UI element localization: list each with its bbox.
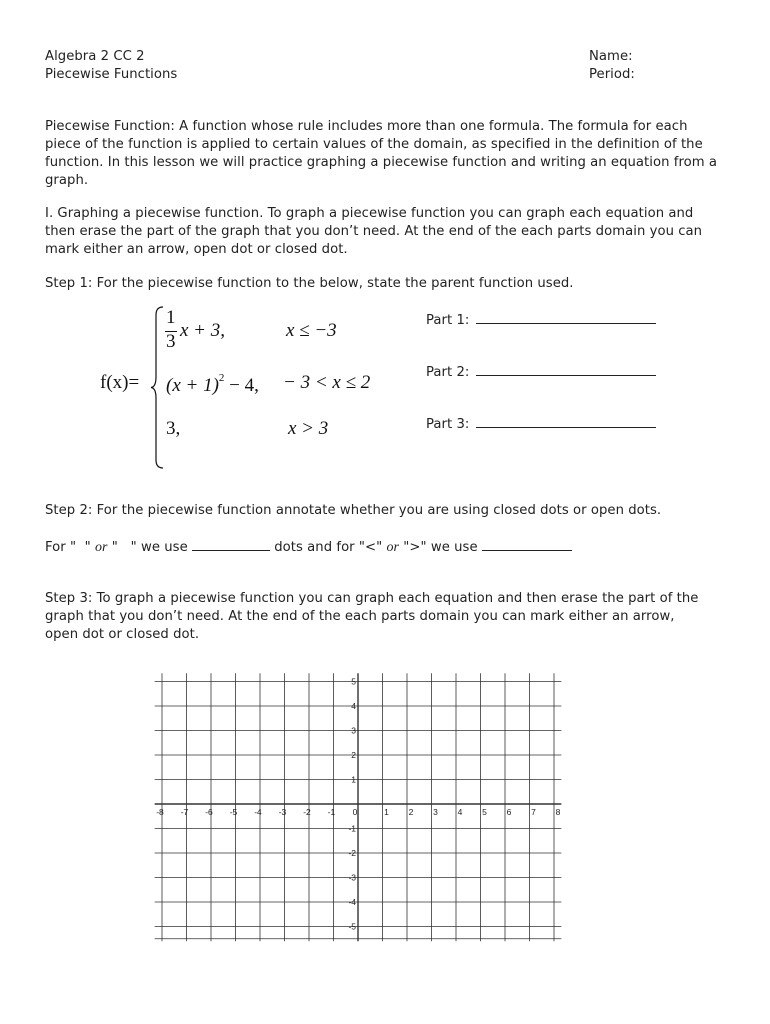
piece2-expression bbox=[166, 372, 259, 397]
name-label: Name: bbox=[589, 49, 633, 64]
x-tick-label: 1 bbox=[384, 807, 389, 817]
x-tick-label: -4 bbox=[254, 807, 262, 817]
y-tick-label: 2 bbox=[351, 750, 356, 760]
for-prefix: For " bbox=[45, 540, 77, 555]
section1-line-3: mark either an arrow, open dot or closed dot. bbox=[45, 242, 348, 257]
x-tick-label: 6 bbox=[506, 807, 512, 817]
x-tick-label: 4 bbox=[457, 807, 463, 817]
step2-fill-line bbox=[45, 538, 572, 556]
x-tick-label: -8 bbox=[156, 807, 164, 817]
dots-and-for: dots and for "<" bbox=[274, 540, 383, 555]
x-tick-label: -6 bbox=[205, 807, 213, 817]
quote-2: " bbox=[111, 540, 118, 555]
coordinate-grid[interactable] bbox=[150, 662, 580, 947]
part3-text: Part 3: bbox=[426, 417, 470, 432]
piece3-domain: x > 3 bbox=[288, 418, 329, 439]
step3-line-3: open dot or closed dot. bbox=[45, 627, 200, 642]
quote-gap: " bbox=[76, 540, 91, 555]
piece1-domain: x ≤ −3 bbox=[286, 320, 337, 341]
step3-line-1: Step 3: To graph a piecewise function you can graph each equation and then erase the part of the bbox=[45, 591, 699, 606]
y-tick-label: -4 bbox=[348, 897, 356, 907]
x-tick-label: 2 bbox=[408, 807, 414, 817]
piece3-expression: 3, bbox=[166, 418, 181, 439]
y-tick-label: -1 bbox=[348, 823, 356, 834]
or-word-2: or bbox=[386, 540, 400, 555]
intro-line-1: Piecewise Function: A function whose rule includes more than one formula. The formula for each bbox=[45, 119, 688, 134]
piece2-tail: − 4, bbox=[224, 375, 259, 396]
part3-answer-line[interactable] bbox=[476, 415, 656, 428]
closed-dots-answer-line[interactable] bbox=[192, 538, 270, 551]
y-tick-label: 5 bbox=[351, 676, 356, 687]
piece2-base: (x + 1) bbox=[166, 375, 219, 396]
gt-we-use: ">" we use bbox=[403, 540, 478, 555]
topic-title: Piecewise Functions bbox=[45, 67, 178, 82]
part2-answer-line[interactable] bbox=[476, 363, 656, 376]
part1-answer-line[interactable] bbox=[476, 311, 656, 324]
part1-label bbox=[426, 311, 656, 329]
open-dots-answer-line[interactable] bbox=[482, 538, 572, 551]
y-tick-label: 3 bbox=[351, 725, 356, 736]
part2-text: Part 2: bbox=[426, 365, 470, 380]
part3-label bbox=[426, 415, 656, 433]
piece2-domain: − 3 < x ≤ 2 bbox=[283, 372, 371, 393]
intro-line-3: function. In this lesson we will practice graphing a piecewise function and writing an equation from a bbox=[45, 155, 718, 170]
function-lhs: f(x)= bbox=[100, 372, 140, 393]
y-tick-label: 4 bbox=[351, 701, 356, 711]
y-tick-label: 1 bbox=[351, 774, 356, 785]
course-title: Algebra 2 CC 2 bbox=[45, 49, 145, 64]
or-word-1: or bbox=[94, 540, 108, 555]
x-tick-label: 8 bbox=[555, 807, 561, 817]
step2-text: Step 2: For the piecewise function annotate whether you are using closed dots or open dots. bbox=[45, 503, 662, 518]
we-use-1: " we use bbox=[130, 540, 188, 555]
x-tick-label: -2 bbox=[303, 807, 311, 817]
part2-label bbox=[426, 363, 656, 381]
piece2-exponent: 2 bbox=[218, 372, 225, 384]
x-tick-label: 7 bbox=[531, 807, 536, 817]
y-tick-label: -3 bbox=[348, 872, 356, 883]
x-tick-label: -1 bbox=[327, 807, 336, 817]
y-tick-label: -5 bbox=[348, 921, 356, 932]
section1-line-2: then erase the part of the graph that you don’t need. At the end of the each parts domain you can bbox=[45, 224, 703, 239]
x-tick-label: -3 bbox=[278, 807, 287, 817]
intro-line-4: graph. bbox=[45, 173, 89, 188]
piece1-denominator: 3 bbox=[166, 331, 176, 352]
intro-line-2: piece of the function is applied to certain values of the domain, as specified in the definition of the bbox=[45, 137, 703, 152]
x-tick-label: 5 bbox=[482, 807, 487, 817]
left-brace-icon bbox=[150, 305, 164, 470]
step1-text: Step 1: For the piecewise function to the below, state the parent function used. bbox=[45, 276, 574, 291]
x-tick-label: -7 bbox=[180, 807, 189, 817]
x-tick-label: 0 bbox=[352, 807, 358, 817]
piece1-expression: x + 3, bbox=[180, 320, 226, 341]
x-tick-label: -5 bbox=[229, 807, 238, 817]
x-tick-label: 3 bbox=[433, 807, 438, 817]
y-tick-label: -2 bbox=[348, 848, 356, 858]
step3-line-2: graph that you don’t need. At the end of the each parts domain you can mark either an arrow, bbox=[45, 609, 675, 624]
piece1-numerator: 1 bbox=[166, 307, 176, 328]
period-label: Period: bbox=[589, 67, 635, 82]
part1-text: Part 1: bbox=[426, 313, 470, 328]
section1-line-1: I. Graphing a piecewise function. To graph a piecewise function you can graph each equation and bbox=[45, 206, 694, 221]
